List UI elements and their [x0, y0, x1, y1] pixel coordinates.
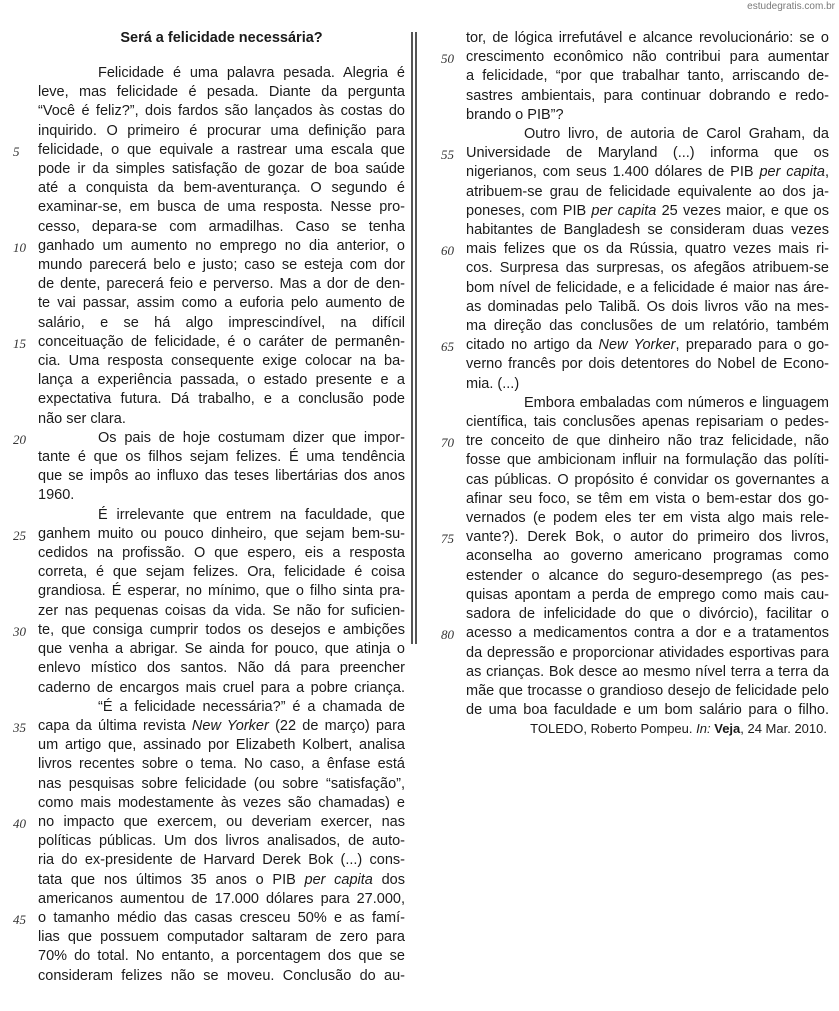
text-line: grandiosa. É esperar, no mínimo, que o filho sinta pra- [38, 583, 405, 600]
text-line: tante é que os filhos sejam felizes. É uma tendência [38, 449, 405, 466]
text-line: sastres ambientais, para continuar dobrando e redo- [466, 87, 829, 104]
text-line: 70% do total. No entanto, a porcentagem dos que se [38, 948, 405, 965]
text-line: fosse que ambicionam influir na formulação das políti- [466, 452, 829, 469]
text-line: ganhem muito ou pouco dinheiro, que sejam bem-su- [38, 525, 405, 542]
text-line: um artigo que, assinado por Elizabeth Kolbert, analisa [38, 737, 405, 754]
source-in: In: [696, 721, 711, 736]
text-line: ma direção das conclusões de um relatório, também [466, 318, 829, 335]
line-number: 10 [13, 239, 26, 255]
text-line: tre conceito de que dinheiro não traz felicidade, não [466, 433, 829, 450]
line-number: 35 [13, 719, 26, 735]
text-line: Os pais de hoje costumam dizer que impor- [98, 429, 405, 446]
source-date: , 24 Mar. 2010. [740, 721, 827, 736]
line-number: 30 [13, 623, 26, 639]
text-line: inquirido. O primeiro é procurar uma definição para [38, 122, 405, 139]
text-line: “Você é feliz?”, dois fardos são lançados às costas do [38, 103, 405, 120]
text-line: da depressão e proporcionar atividades esportivas para [466, 644, 829, 661]
line-number: 70 [441, 435, 454, 451]
article-title: Será a felicidade necessária? [120, 30, 323, 46]
text-line: examinar-se, em busca de uma resposta. Nesse pro- [38, 199, 405, 216]
line-number: 40 [13, 815, 26, 831]
text-line: ria do ex-presidente de Harvard Derek Bok (...) cons- [38, 852, 405, 869]
text-line: que se impôs ao influxo das teses libertárias dos anos [38, 468, 405, 485]
text-line: de uma boa faculdade e um bom salário para o filho. [466, 702, 829, 719]
text-line: bom nível de felicidade, e a felicidade é maior nas áre- [466, 279, 829, 296]
text-line: as dominadas pelo Talibã. Os dois livros vão na mes- [466, 298, 829, 315]
text-line: tor, de lógica irrefutável e alcance revolucionário: se o [466, 30, 829, 46]
text-line: salário, e se há algo imprescindível, na difícil [38, 314, 405, 331]
text-line: afinar seu foco, se têm em vista o bem-estar dos go- [466, 490, 829, 507]
text-line: capa da última revista New Yorker (22 de março) para [38, 717, 406, 734]
text-line: científica, tais conclusões apenas repisariam o pedes- [466, 414, 829, 431]
text-line: que venha a abrigar. Se ainda for pouco, que atinja o [38, 641, 405, 658]
text-line: “É a felicidade necessária?” é a chamada de [98, 698, 405, 715]
line-number: 45 [13, 911, 26, 927]
text-line: mais felizes que os da Rússia, quatro vezes mais ri- [466, 241, 829, 258]
text-line: enlevo místico dos santos. Não dá para preencher [38, 660, 405, 677]
text-line: correta, é que sejam felizes. Ora, felicidade é coisa [38, 564, 405, 581]
source-author: TOLEDO, Roberto Pompeu. [530, 721, 693, 736]
text-line: não ser clara. [38, 410, 126, 427]
text-line: leve, mas felicidade é pesada. Diante da pergunta [38, 84, 405, 101]
text-line: caderno de encargos mais cruel para a pobre criança. [38, 679, 405, 696]
text-line: pode ir da simples satisfação de gozar de boa saúde [38, 161, 405, 178]
text-line: cesso, depara-se com armadilhas. Caso se tenha [38, 218, 405, 235]
line-number: 25 [13, 527, 26, 543]
text-line: no impacto que exercem, ou deveriam exercer, nas [38, 813, 405, 830]
column-divider [415, 32, 417, 644]
text-line: Felicidade é uma palavra pesada. Alegria é [98, 65, 405, 81]
text-line: citado no artigo da New Yorker, preparado para o go- [466, 337, 829, 354]
text-line: livros recentes sobre o tema. No caso, a ênfase está [38, 756, 405, 773]
text-line: crescimento econômico não contribui para aumentar [466, 49, 829, 66]
text-line: quisas apontam a perda de emprego como mais cau- [466, 586, 829, 603]
line-number: 80 [441, 627, 454, 643]
column-divider [411, 32, 413, 644]
text-line: felicidade, o que equivale a rastrear uma escala que [38, 141, 405, 158]
text-line: expectativa futura. Dá trabalho, e a conclusão pode [38, 391, 405, 408]
text-line: Universidade de Maryland (...) informa que os [466, 145, 829, 162]
text-line: cos. Surpresa das surpresas, os afegãos atribuem-se [466, 260, 829, 277]
text-line: 1960. [38, 487, 75, 504]
right-column [466, 29, 829, 720]
source-publication: Veja [714, 721, 741, 736]
text-line: brando o PIB”? [466, 106, 564, 123]
text-line: aconselha ao governo americano programas como [466, 548, 829, 565]
text-line: nas pesquisas sobre felicidade (ou sobre “satisfação”, [38, 775, 405, 792]
text-line: mia. (...) [466, 375, 520, 392]
text-line: de dente, parecerá feio e perverso. Mas a dor de den- [38, 276, 405, 293]
text-line: atribuem-se grau de felicidade equivalente ao dos ja- [466, 183, 829, 200]
text-line: É irrelevante que entrem na faculdade, que [98, 506, 405, 523]
line-number: 60 [441, 243, 454, 259]
text-line: as crianças. Bok desce ao mesmo nível terra a terra da [466, 663, 829, 680]
line-number: 5 [13, 143, 20, 159]
text-line: sadora de infelicidade do que o divórcio), facilitar o [466, 606, 829, 623]
text-line: Outro livro, de autoria de Carol Graham, da [524, 126, 829, 143]
text-line: cedidos na profissão. O que espero, eis a resposta [38, 545, 405, 562]
text-line: estender o alcance do seguro-desemprego (as pes- [466, 567, 829, 584]
text-line: habitantes de Bangladesh se consideram duas vezes [466, 222, 829, 239]
line-number: 75 [441, 531, 454, 547]
text-line: ganhado um aumento no emprego no dia anterior, o [38, 237, 405, 254]
text-line: cia. Uma resposta consequente exige colocar na ba- [38, 353, 405, 370]
text-line: lança a experiência passada, o estado presente e a [38, 372, 405, 389]
text-line: o tamanho médio das casas cresceu 50% e as famí- [38, 909, 405, 926]
text-line: te, que consiga cumprir todos os desejos e ambições [38, 621, 405, 638]
text-line: mundo parecerá belo e justo; caso se esteja com dor [38, 257, 405, 274]
text-line: Embora embaladas com números e linguagem [524, 394, 829, 411]
text-line: verno francês por dois detentores do Nobel de Econo- [466, 356, 829, 373]
text-line: poneses, com PIB per capita 25 vezes maior, e que os [466, 202, 829, 219]
text-line: vante?). Derek Bok, o autor do primeiro dos livros, [466, 529, 829, 546]
text-line: como mais modestamente às vezes são chamadas) e [38, 794, 405, 811]
text-line: a felicidade, “por que trabalhar tanto, arriscando de- [466, 68, 829, 85]
text-line: até a conquista da bem-aventurança. O segundo é [38, 180, 405, 197]
line-number: 15 [13, 335, 26, 351]
line-number: 20 [13, 431, 26, 447]
text-line: conceituação de felicidade, é o caráter de permanên- [38, 333, 405, 350]
watermark: estudegratis.com.br [747, 1, 835, 12]
text-line: mãe que trocasse o grandioso desejo de felicidade pelo [466, 682, 829, 699]
line-number: 55 [441, 147, 454, 163]
left-column [38, 64, 405, 986]
line-number: 65 [441, 339, 454, 355]
text-line: zer nas pequenas coisas da vida. Se não for suficien- [38, 602, 405, 619]
text-line: tata que nos últimos 35 anos o PIB per capita dos [38, 871, 405, 888]
text-line: te vai passar, assim como a euforia pelo aumento de [38, 295, 405, 312]
text-line: cas públicas. O propósito é convidar os governantes a [466, 471, 829, 488]
text-line: políticas públicas. Um dos livros analisados, de auto- [38, 833, 405, 850]
text-line: acesso a medicamentos contra a dor e a tratamentos [466, 625, 829, 642]
text-line: vernados (e podem eles ter em vista algo mais rele- [466, 510, 829, 527]
text-line: consideram felizes não se moveu. Conclusão do au- [38, 967, 405, 984]
text-line: lias que possuem computador saltaram de zero para [38, 929, 405, 946]
text-line: americanos aumentou de 17.000 dólares para 27.000, [38, 890, 405, 907]
text-line: nigerianos, com seus 1.400 dólares de PIB per capita, [466, 164, 829, 181]
line-number: 50 [441, 51, 454, 67]
source-citation [530, 721, 827, 736]
